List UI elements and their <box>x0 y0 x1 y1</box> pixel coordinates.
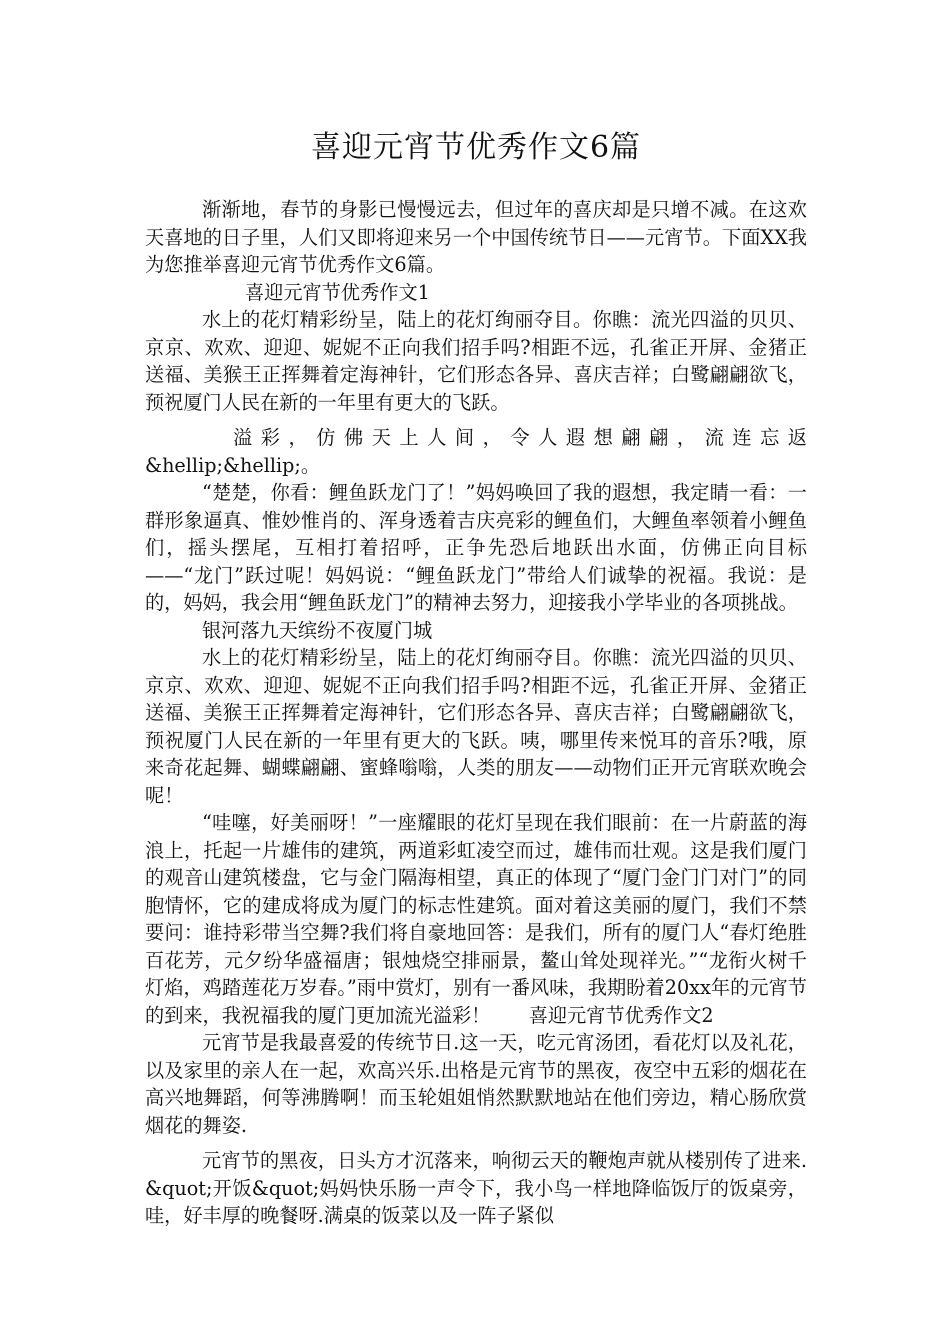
body-paragraph: 水上的花灯精彩纷呈，陆上的花灯绚丽夺目。你瞧：流光四溢的贝贝、京京、欢欢、迎迎、妮妮不正向我们招手吗?相距不远，孔雀正开屏、金猪正送福、美猴王正挥舞着定海神针，它们形态各异、喜庆吉祥；白鹭翩翩欲飞，预祝厦门人民在新的一年里有更大的飞跃。咦，哪里传来悦耳的音乐?哦，原来奇花起舞、蝴蝶翩翩、蜜蜂嗡嗡，人类的朋友——动物们正开元宵联欢晚会呢！ <box>145 646 807 807</box>
body-paragraph: 溢彩，仿佛天上人间，令人遐想翩翩，流连忘返 <box>233 426 807 449</box>
body-paragraph: 元宵节是我最喜爱的传统节日.这一天，吃元宵汤团，看花灯以及礼花，以及家里的亲人在一起，欢高兴乐.出格是元宵节的黑夜，夜空中五彩的烟花在高兴地舞蹈，何等沸腾啊！而玉轮姐姐悄然默默地站在他们旁边，精心肠欣赏烟花的舞姿. <box>145 1031 807 1137</box>
section-heading: 银河落九天缤纷不夜厦门城 <box>202 618 433 642</box>
body-paragraph: 元宵节的黑夜，日头方才沉落来，响彻云天的鞭炮声就从楼别传了进来.&quot;开饭&quot;妈妈快乐肠一声令下，我小鸟一样地降临饭厅的饭桌旁，哇，好丰厚的晚餐呀.满桌的饭菜以及一阵子紧似 <box>145 1149 807 1227</box>
body-paragraph: “哇噻，好美丽呀！”一座耀眼的花灯呈现在我们眼前：在一片蔚蓝的海浪上，托起一片雄伟的建筑，两道彩虹凌空而过，雄伟而壮观。这是我们厦门的观音山建筑楼盘，它与金门隔海相望，真正的体现了“厦门金门门对门”的同胞情怀，它的建成将成为厦门的标志性建筑。面对着这美丽的厦门，我们不禁要问：谁持彩带当空舞?我们将自豪地回答：是我们，所有的厦门人“春灯绝胜百花芳，元夕纷华盛福唐；银烛烧空排丽景，鳌山耸处现祥光。”“龙衔火树千灯焰，鸡踏莲花万岁春。”雨中赏灯，别有一番风味，我期盼着20xx年的元宵节的到来，我祝福我的厦门更加流光溢彩！ 喜迎元宵节优秀作文2 <box>145 811 807 1027</box>
intro-paragraph: 渐渐地，春节的身影已慢慢远去，但过年的喜庆却是只增不减。在这欢天喜地的日子里，人们又即将迎来另一个中国传统节日——元宵节。下面XX我为您推举喜迎元宵节优秀作文6篇。 <box>145 198 807 276</box>
document-page <box>145 128 807 1230</box>
document-title: 喜迎元宵节优秀作文6篇 <box>310 130 642 165</box>
body-paragraph: &hellip;&hellip;。 <box>145 453 321 477</box>
body-paragraph: 水上的花灯精彩纷呈，陆上的花灯绚丽夺目。你瞧：流光四溢的贝贝、京京、欢欢、迎迎、妮妮不正向我们招手吗?相距不远，孔雀正开屏、金猪正送福、美猴王正挥舞着定海神针，它们形态各异、喜庆吉祥；白鹭翩翩欲飞，预祝厦门人民在新的一年里有更大的飞跃。 <box>145 308 807 414</box>
body-paragraph: “楚楚，你看：鲤鱼跃龙门了！”妈妈唤回了我的遐想，我定睛一看：一群形象逼真、惟妙惟肖的、浑身透着吉庆亮彩的鲤鱼们，大鲤鱼率领着小鲤鱼们，摇头摆尾，互相打着招呼，正争先恐后地跃出水面，仿佛正向目标——“龙门”跃过呢！妈妈说：“鲤鱼跃龙门”带给人们诚挚的祝福。我说：是的，妈妈，我会用“鲤鱼跃龙门”的精神去努力，迎接我小学毕业的各项挑战。 <box>145 481 807 614</box>
essay-heading-1: 喜迎元宵节优秀作文1 <box>245 280 430 304</box>
